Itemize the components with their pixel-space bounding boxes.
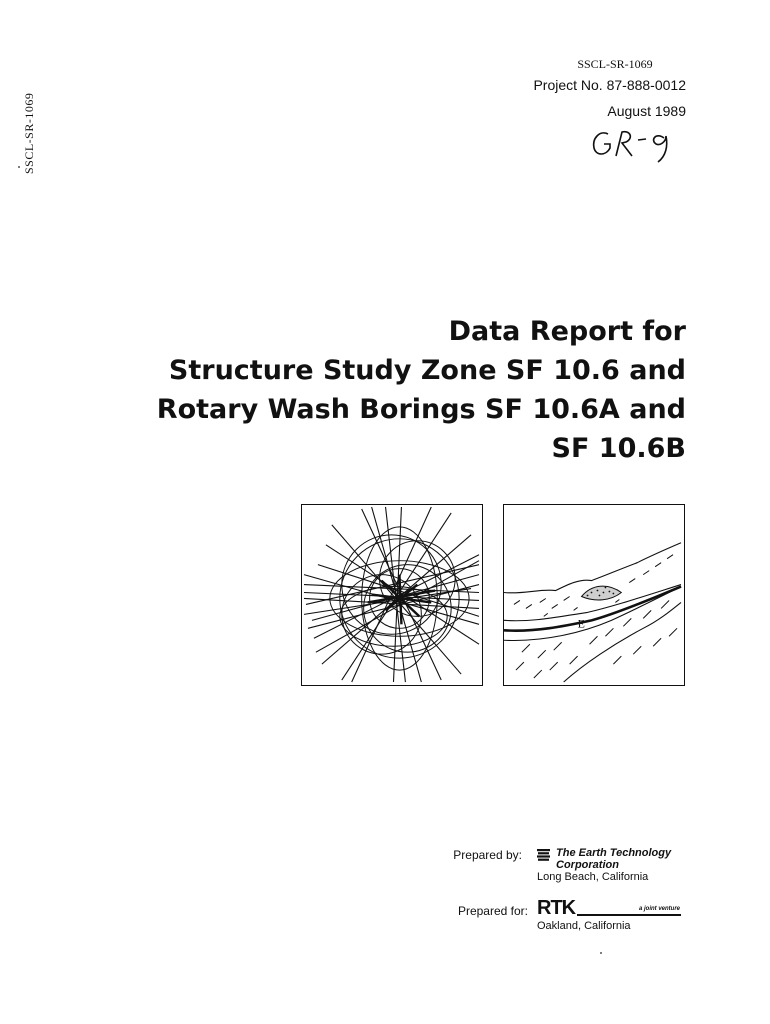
title-line: Data Report for xyxy=(448,316,686,347)
cross-section-figure xyxy=(503,504,685,686)
scan-speck xyxy=(18,166,20,168)
title-line: Rotary Wash Borings SF 10.6A and xyxy=(156,394,686,425)
earth-technology-logo-icon xyxy=(537,849,550,861)
prepared-by-company xyxy=(556,847,671,871)
side-document-id: SSCL-SR-1069 xyxy=(22,92,36,174)
company-name-line2: Corporation xyxy=(556,859,619,871)
scan-speck xyxy=(600,952,602,954)
handwritten-code-signature xyxy=(586,122,686,166)
joint-venture-tagline: a joint venture xyxy=(638,906,680,912)
cross-section-drawing xyxy=(504,505,683,684)
prepared-for-label: Prepared for: xyxy=(457,904,528,918)
project-number: Project No. 87-888-0012 xyxy=(533,77,686,93)
stereonet-figure xyxy=(301,504,483,686)
title-line: SF 10.6B xyxy=(551,433,686,464)
logo-underline xyxy=(577,914,681,916)
stereonet-drawing xyxy=(302,505,481,684)
prepared-by-location: Long Beach, California xyxy=(537,871,649,883)
document-number: SSCL-SR-1069 xyxy=(577,57,653,71)
report-date: August 1989 xyxy=(607,103,686,119)
company-name-line1: The Earth Technology xyxy=(556,847,672,859)
rtk-logo-icon: RTK xyxy=(537,897,576,919)
section-label: E xyxy=(577,616,585,631)
report-title xyxy=(150,312,686,468)
title-line: Structure Study Zone SF 10.6 and xyxy=(168,355,686,386)
prepared-for-location: Oakland, California xyxy=(537,920,631,932)
prepared-by-label: Prepared by: xyxy=(453,848,522,862)
